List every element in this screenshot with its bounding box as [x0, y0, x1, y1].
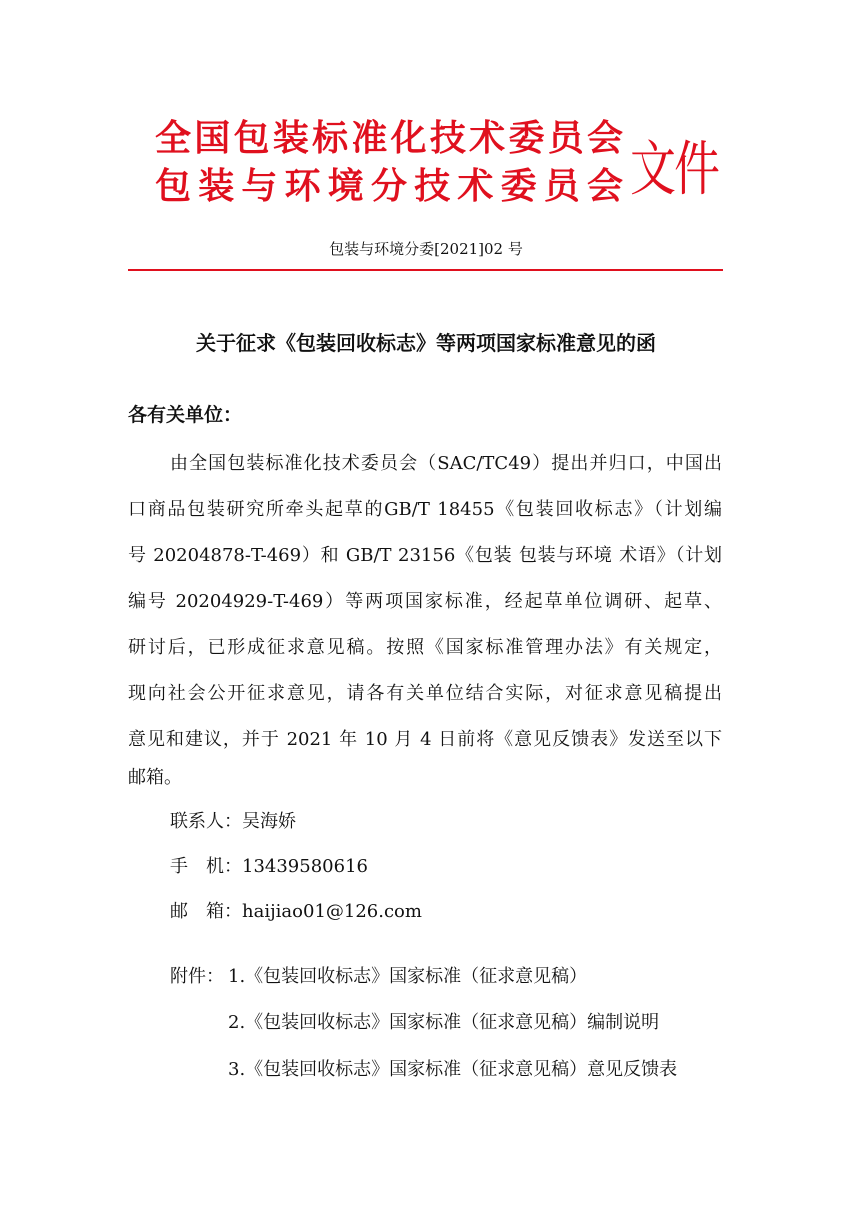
salutation: 各有关单位：	[128, 404, 243, 426]
document-label: 文件	[630, 133, 718, 204]
body-line: 号 20204878-T-469）和 GB/T 23156《包装 包装与环境 术语》（计划	[128, 545, 722, 566]
contact-person: 联系人：吴海娇	[170, 811, 296, 832]
body-line: 由全国包装标准化技术委员会（SAC/TC49）提出并归口，中国出	[170, 453, 722, 474]
attachment-item: 2.《包装回收标志》国家标准（征求意见稿）编制说明	[228, 1012, 660, 1033]
body-line: 意见和建议，并于 2021 年 10 月 4 日前将《意见反馈表》发送至以下	[128, 729, 722, 750]
body-line: 口商品包装研究所牵头起草的GB/T 18455《包装回收标志》（计划编	[128, 499, 722, 520]
contact-phone: 手 机：13439580616	[170, 856, 368, 877]
red-divider	[128, 269, 723, 271]
attachment-item: 1.《包装回收标志》国家标准（征求意见稿）	[228, 966, 588, 987]
body-line: 现向社会公开征求意见，请各有关单位结合实际，对征求意见稿提出	[128, 683, 722, 704]
issuing-org-line-2: 包装与环境分技术委员会	[155, 166, 625, 207]
body-line: 研讨后，已形成征求意见稿。按照《国家标准管理办法》有关规定，	[128, 637, 722, 658]
body-line: 邮箱。	[128, 767, 182, 788]
attachments-label: 附件：	[170, 966, 224, 987]
document-title: 关于征求《包装回收标志》等两项国家标准意见的函	[196, 331, 656, 355]
body-line: 编号 20204929-T-469）等两项国家标准，经起草单位调研、起草、	[128, 591, 722, 612]
attachment-item: 3.《包装回收标志》国家标准（征求意见稿）意见反馈表	[228, 1059, 678, 1080]
document-number: 包装与环境分委[2021]02 号	[329, 240, 523, 258]
issuing-org-line-1: 全国包装标准化技术委员会	[155, 118, 625, 159]
contact-email[interactable]: 邮 箱：haijiao01@126.com	[170, 901, 422, 922]
